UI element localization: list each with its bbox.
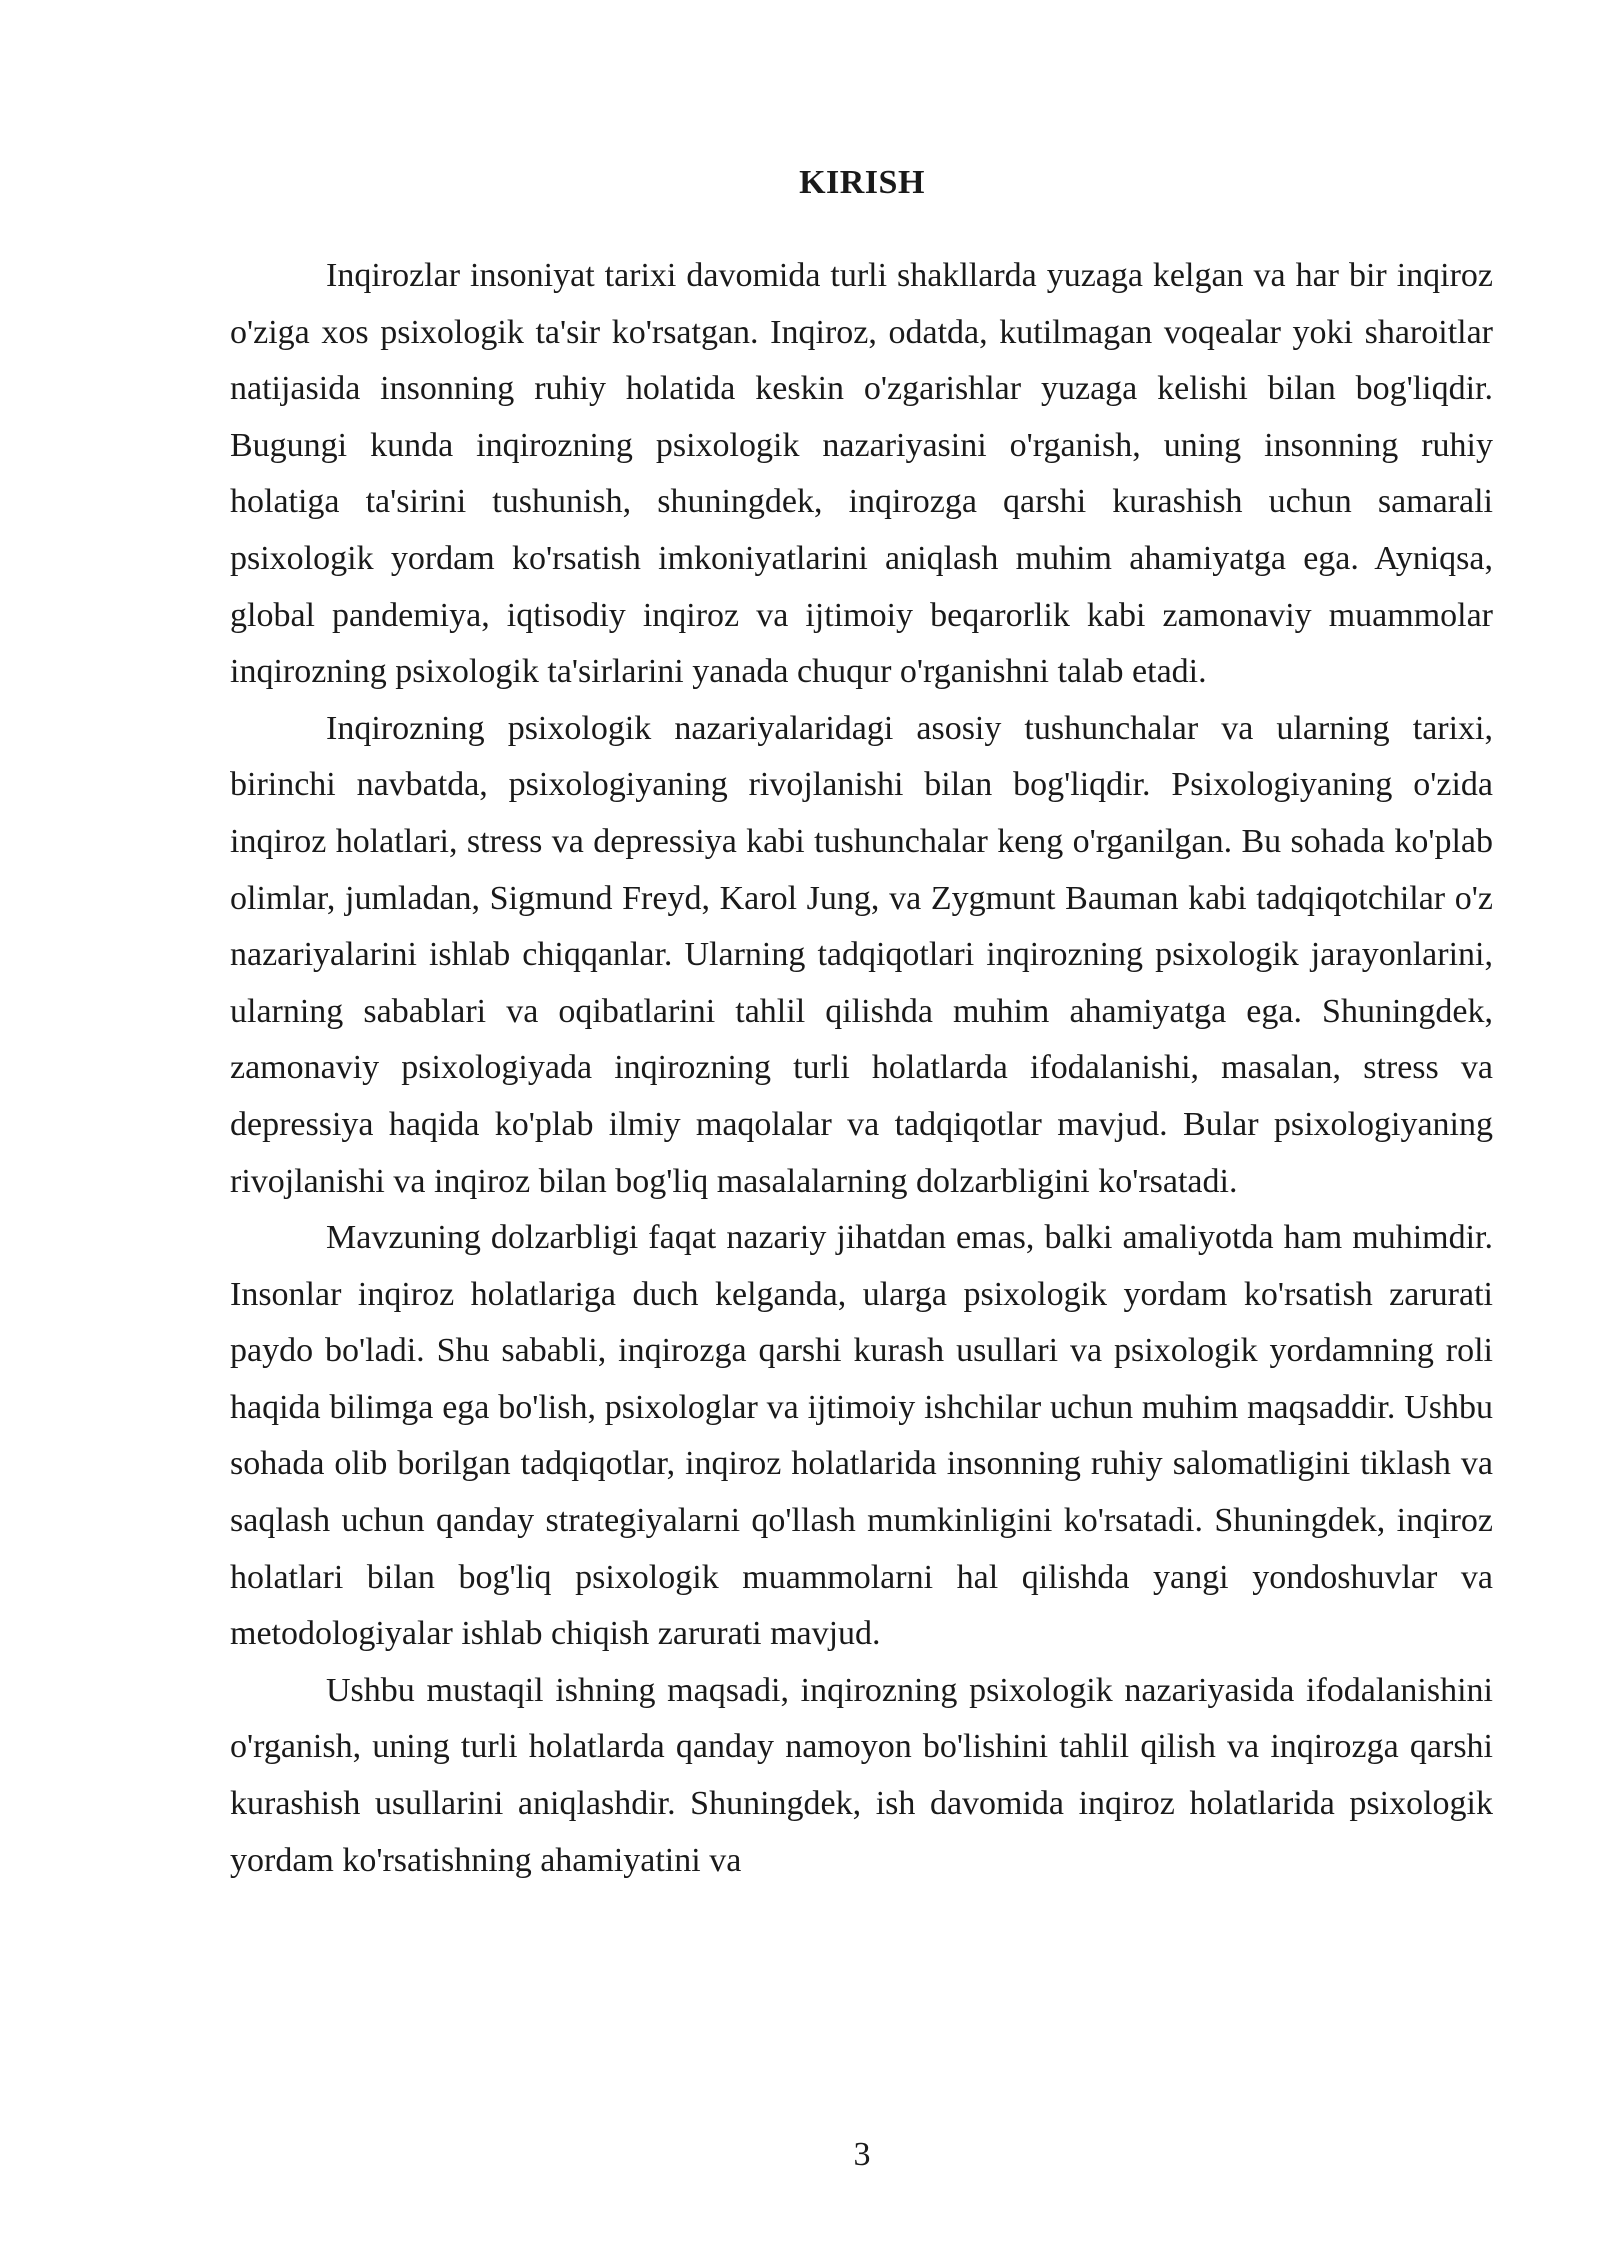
body-text [230,248,1493,1889]
paragraph-4: Ushbu mustaqil ishning maqsadi, inqirozning psixologik nazariyasida ifodalanishini o'rganish, uning turli holatlarda qanday namoyon bo'lishini tahlil qilish va inqirozga qarshi kurashish usullarini aniqlashdir. Shuningdek, ish davomida inqiroz holatlarida psixologik yordam ko'rsatishning ahamiyatini va [230,1671,1493,1879]
page-number: 3 [853,2136,871,2173]
paragraph-2: Inqirozning psixologik nazariyalaridagi asosiy tushunchalar va ularning tarixi, birinchi navbatda, psixologiyaning rivojlanishi bilan bog'liqdir. Psixologiyaning o'zida inqiroz holatlari, stress va depressiya kabi tushunchalar keng o'rganilgan. Bu sohada ko'plab olimlar, jumladan, Sigmund Freyd, Karol Jung, va Zygmunt Bauman kabi tadqiqotchilar o'z nazariyalarini ishlab chiqqanlar. Ularning tadqiqotlari inqirozning psixologik jarayonlarini, ularning sabablari va oqibatlarini tahlil qilishda muhim ahamiyatga ega. Shuningdek, zamonaviy psixologiyada inqirozning turli holatlarda ifodalanishi, masalan, stress va depressiya haqida ko'plab ilmiy maqolalar va tadqiqotlar mavjud. Bular psixologiyaning rivojlanishi va inqiroz bilan bog'liq masalalarning dolzarbligini ko'rsatadi. [230,709,1493,1200]
page-title: KIRISH [799,164,925,201]
paragraph-1: Inqirozlar insoniyat tarixi davomida turli shakllarda yuzaga kelgan va har bir inqiroz o'ziga xos psixologik ta'sir ko'rsatgan. Inqiroz, odatda, kutilmagan voqealar yoki sharoitlar natijasida insonning ruhiy holatida keskin o'zgarishlar yuzaga kelishi bilan bog'liqdir. Bugungi kunda inqirozning psixologik nazariyasini o'rganish, uning insonning ruhiy holatiga ta'sirini tushunish, shuningdek, inqirozga qarshi kurashish uchun samarali psixologik yordam ko'rsatish imkoniyatlarini aniqlash muhim ahamiyatga ega. Ayniqsa, global pandemiya, iqtisodiy inqiroz va ijtimoiy beqarorlik kabi zamonaviy muammolar inqirozning psixologik ta'sirlarini yanada chuqur o'rganishni talab etadi. [230,257,1493,691]
paragraph-3: Mavzuning dolzarbligi faqat nazariy jihatdan emas, balki amaliyotda ham muhimdir. Insonlar inqiroz holatlariga duch kelganda, ularga psixologik yordam ko'rsatish zarurati paydo bo'ladi. Shu sababli, inqirozga qarshi kurash usullari va psixologik yordamning roli haqida bilimga ega bo'lish, psixologlar va ijtimoiy ishchilar uchun muhim maqsaddir. Ushbu sohada olib borilgan tadqiqotlar, inqiroz holatlarida insonning ruhiy salomatligini tiklash va saqlash uchun qanday strategiyalarni qo'llash mumkinligini ko'rsatadi. Shuningdek, inqiroz holatlari bilan bog'liq psixologik muammolarni hal qilishda yangi yondoshuvlar va metodologiyalar ishlab chiqish zarurati mavjud. [230,1219,1493,1653]
